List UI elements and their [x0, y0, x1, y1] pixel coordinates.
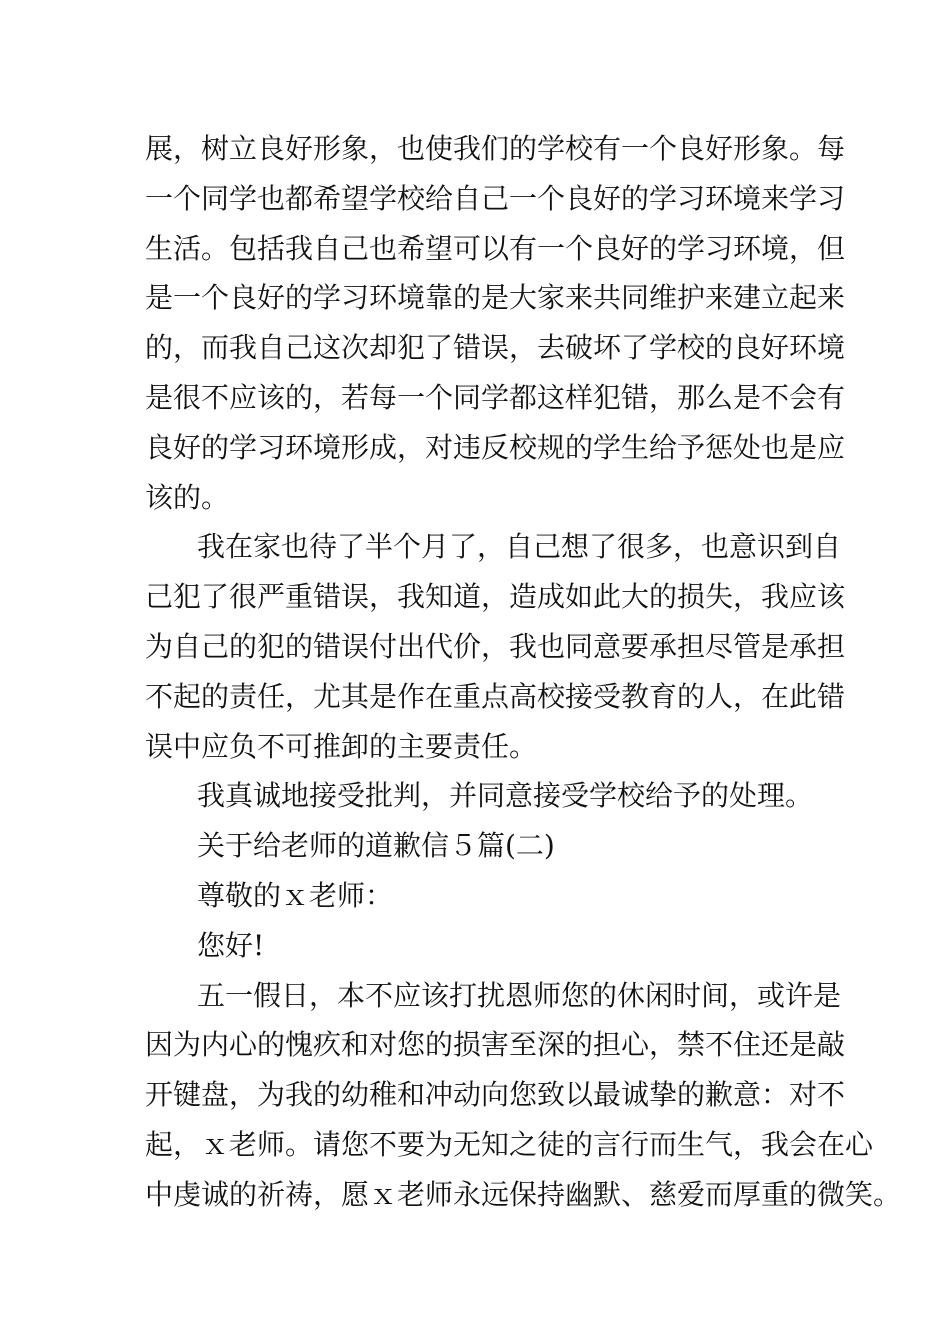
- paragraph-acceptance: 我真诚地接受批判，并同意接受学校给予的处理。: [197, 779, 814, 813]
- text-line: 误中应负不可推卸的主要责任。: [145, 729, 538, 763]
- text-line: 生活。包括我自己也希望可以有一个良好的学习环境，但: [145, 231, 846, 265]
- text-line: 该的。: [145, 480, 230, 514]
- text-line: 中虔诚的祈祷，愿ｘ老师永远保持幽默、慈爱而厚重的微笑。: [145, 1177, 902, 1211]
- text-line: 我在家也待了半个月了，自己想了很多，也意识到自: [197, 530, 842, 564]
- text-line: 开键盘，为我的幼稚和冲动向您致以最诚挚的歉意：对不: [145, 1078, 846, 1112]
- section-title: 关于给老师的道歉信５篇(二): [197, 829, 555, 863]
- text-line: 展，树立良好形象，也使我们的学校有一个良好形象。每: [145, 132, 846, 165]
- text-line: 良好的学习环境形成，对违反校规的学生给予惩处也是应: [145, 430, 846, 464]
- text-line: 五一假日，本不应该打扰恩师您的休闲时间，或许是: [197, 978, 842, 1012]
- text-line: 不起的责任，尤其是作在重点高校接受教育的人，在此错: [145, 679, 846, 713]
- text-line: 起，ｘ老师。请您不要为无知之徒的言行而生气，我会在心: [145, 1127, 874, 1161]
- text-line: 己犯了很严重错误，我知道，造成如此大的损失，我应该: [145, 580, 846, 614]
- greeting: 您好!: [197, 928, 265, 962]
- salutation: 尊敬的ｘ老师：: [197, 878, 394, 912]
- text-line: 因为内心的愧疚和对您的损害至深的担心，禁不住还是敲: [145, 1028, 846, 1062]
- text-line: 是一个良好的学习环境靠的是大家来共同维护来建立起来: [145, 281, 846, 315]
- document-body: [145, 124, 902, 1220]
- text-line: 一个同学也都希望学校给自己一个良好的学习环境来学习: [145, 181, 846, 215]
- text-line: 为自己的犯的错误付出代价，我也同意要承担尽管是承担: [145, 629, 846, 663]
- text-line: 的，而我自己这次却犯了错误，去破坏了学校的良好环境: [145, 331, 846, 365]
- text-line: 是很不应该的，若每一个同学都这样犯错，那么是不会有: [145, 380, 846, 414]
